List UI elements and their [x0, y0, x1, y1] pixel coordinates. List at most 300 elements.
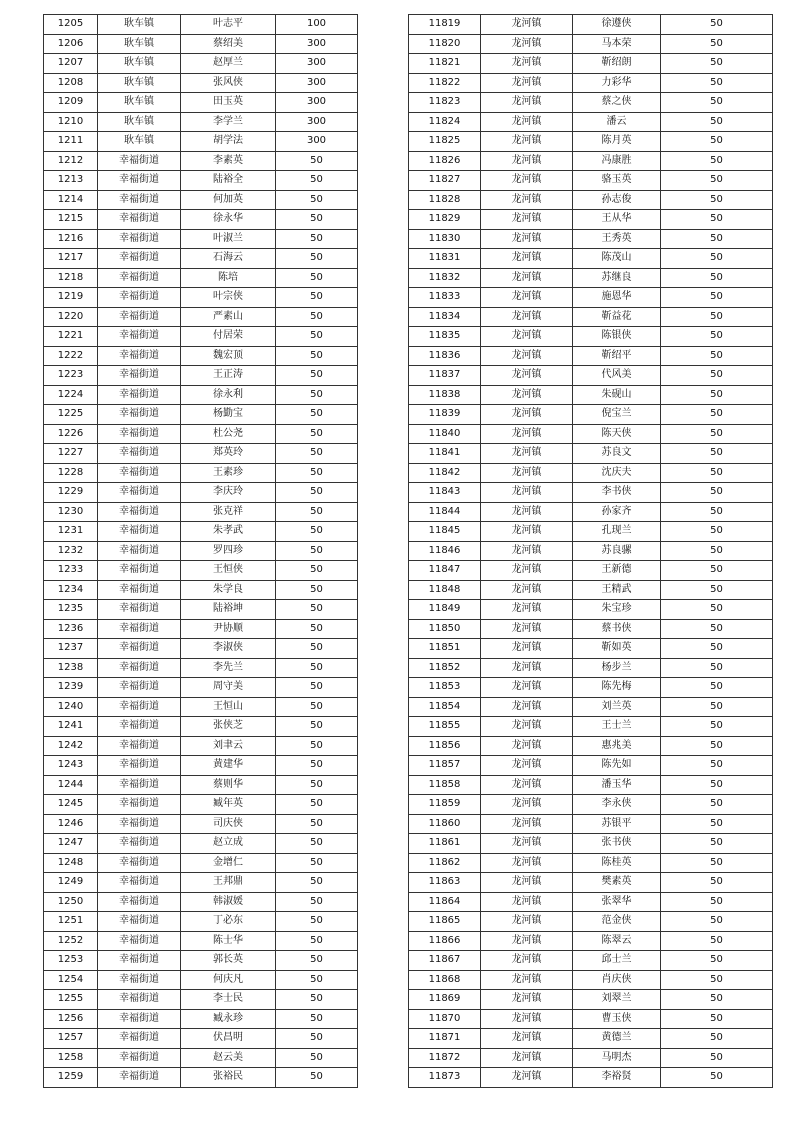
row-number-cell: 11850 — [409, 619, 481, 639]
township-cell: 幸福街道 — [98, 1068, 181, 1088]
table-row — [409, 210, 773, 230]
amount-cell: 50 — [661, 580, 773, 600]
amount-cell: 50 — [661, 34, 773, 54]
name-cell: 苏良文 — [573, 444, 661, 464]
township-cell: 龙河镇 — [481, 561, 573, 581]
name-cell: 马明杰 — [573, 1048, 661, 1068]
table-row — [409, 951, 773, 971]
row-number-cell: 11831 — [409, 249, 481, 269]
amount-cell: 50 — [661, 853, 773, 873]
township-cell: 龙河镇 — [481, 424, 573, 444]
table-row — [44, 561, 358, 581]
table-row — [409, 444, 773, 464]
township-cell: 幸福街道 — [98, 853, 181, 873]
row-number-cell: 1256 — [44, 1009, 98, 1029]
township-cell: 龙河镇 — [481, 73, 573, 93]
row-number-cell: 11835 — [409, 327, 481, 347]
table-row — [44, 970, 358, 990]
name-cell: 叶宗侠 — [181, 288, 276, 308]
name-cell: 丁必东 — [181, 912, 276, 932]
township-cell: 龙河镇 — [481, 639, 573, 659]
name-cell: 蔡书侠 — [573, 619, 661, 639]
amount-cell: 50 — [276, 853, 358, 873]
township-cell: 龙河镇 — [481, 132, 573, 152]
township-cell: 龙河镇 — [481, 249, 573, 269]
name-cell: 陈桂英 — [573, 853, 661, 873]
row-number-cell: 1222 — [44, 346, 98, 366]
township-cell: 龙河镇 — [481, 1029, 573, 1049]
name-cell: 臧年英 — [181, 795, 276, 815]
township-cell: 龙河镇 — [481, 756, 573, 776]
name-cell: 苏银平 — [573, 814, 661, 834]
amount-cell: 300 — [276, 34, 358, 54]
amount-cell: 50 — [276, 190, 358, 210]
row-number-cell: 11872 — [409, 1048, 481, 1068]
name-cell: 李书侠 — [573, 483, 661, 503]
row-number-cell: 1207 — [44, 54, 98, 74]
row-number-cell: 11834 — [409, 307, 481, 327]
township-cell: 龙河镇 — [481, 483, 573, 503]
row-number-cell: 1231 — [44, 522, 98, 542]
name-cell: 韩淑媛 — [181, 892, 276, 912]
name-cell: 潘玉华 — [573, 775, 661, 795]
name-cell: 朱孝武 — [181, 522, 276, 542]
township-cell: 耿车镇 — [98, 132, 181, 152]
table-row — [44, 678, 358, 698]
township-cell: 龙河镇 — [481, 970, 573, 990]
row-number-cell: 1242 — [44, 736, 98, 756]
name-cell: 蔡之侠 — [573, 93, 661, 113]
amount-cell: 50 — [276, 444, 358, 464]
row-number-cell: 11863 — [409, 873, 481, 893]
township-cell: 龙河镇 — [481, 1048, 573, 1068]
township-cell: 龙河镇 — [481, 873, 573, 893]
table-row — [409, 190, 773, 210]
name-cell: 陈翠云 — [573, 931, 661, 951]
table-row — [409, 1029, 773, 1049]
right-roster-body — [409, 15, 773, 1088]
amount-cell: 300 — [276, 112, 358, 132]
row-number-cell: 11854 — [409, 697, 481, 717]
township-cell: 幸福街道 — [98, 444, 181, 464]
table-row — [409, 717, 773, 737]
township-cell: 龙河镇 — [481, 951, 573, 971]
table-row — [409, 112, 773, 132]
name-cell: 王新德 — [573, 561, 661, 581]
table-row — [409, 1009, 773, 1029]
township-cell: 耿车镇 — [98, 54, 181, 74]
row-number-cell: 11855 — [409, 717, 481, 737]
name-cell: 何加英 — [181, 190, 276, 210]
name-cell: 臧永珍 — [181, 1009, 276, 1029]
table-row — [44, 346, 358, 366]
township-cell: 龙河镇 — [481, 795, 573, 815]
amount-cell: 50 — [276, 151, 358, 171]
township-cell: 龙河镇 — [481, 1068, 573, 1088]
name-cell: 李学兰 — [181, 112, 276, 132]
township-cell: 幸福街道 — [98, 639, 181, 659]
table-row — [409, 561, 773, 581]
township-cell: 龙河镇 — [481, 151, 573, 171]
amount-cell: 50 — [661, 444, 773, 464]
amount-cell: 50 — [276, 697, 358, 717]
table-row — [44, 717, 358, 737]
amount-cell: 50 — [661, 171, 773, 191]
township-cell: 幸福街道 — [98, 873, 181, 893]
township-cell: 幸福街道 — [98, 1009, 181, 1029]
row-number-cell: 1257 — [44, 1029, 98, 1049]
township-cell: 龙河镇 — [481, 600, 573, 620]
township-cell: 幸福街道 — [98, 327, 181, 347]
row-number-cell: 11848 — [409, 580, 481, 600]
table-row — [44, 736, 358, 756]
row-number-cell: 11824 — [409, 112, 481, 132]
table-row — [409, 834, 773, 854]
name-cell: 孙志俊 — [573, 190, 661, 210]
amount-cell: 50 — [276, 307, 358, 327]
row-number-cell: 11837 — [409, 366, 481, 386]
row-number-cell: 11861 — [409, 834, 481, 854]
name-cell: 杜公尧 — [181, 424, 276, 444]
township-cell: 龙河镇 — [481, 54, 573, 74]
township-cell: 幸福街道 — [98, 229, 181, 249]
township-cell: 幸福街道 — [98, 736, 181, 756]
table-row — [409, 132, 773, 152]
township-cell: 龙河镇 — [481, 229, 573, 249]
township-cell: 龙河镇 — [481, 658, 573, 678]
row-number-cell: 1214 — [44, 190, 98, 210]
amount-cell: 50 — [276, 288, 358, 308]
row-number-cell: 11847 — [409, 561, 481, 581]
name-cell: 伏昌明 — [181, 1029, 276, 1049]
township-cell: 龙河镇 — [481, 1009, 573, 1029]
amount-cell: 50 — [661, 736, 773, 756]
table-row — [409, 639, 773, 659]
amount-cell: 50 — [661, 756, 773, 776]
name-cell: 陈月英 — [573, 132, 661, 152]
row-number-cell: 1225 — [44, 405, 98, 425]
name-cell: 苏良骡 — [573, 541, 661, 561]
row-number-cell: 11830 — [409, 229, 481, 249]
township-cell: 幸福街道 — [98, 502, 181, 522]
row-number-cell: 1236 — [44, 619, 98, 639]
name-cell: 付居荣 — [181, 327, 276, 347]
table-row — [409, 736, 773, 756]
row-number-cell: 11869 — [409, 990, 481, 1010]
name-cell: 王素珍 — [181, 463, 276, 483]
table-row — [44, 73, 358, 93]
name-cell: 赵厚兰 — [181, 54, 276, 74]
row-number-cell: 1208 — [44, 73, 98, 93]
table-row — [409, 463, 773, 483]
table-row — [409, 756, 773, 776]
table-row — [44, 229, 358, 249]
township-cell: 龙河镇 — [481, 522, 573, 542]
amount-cell: 50 — [661, 658, 773, 678]
township-cell: 龙河镇 — [481, 346, 573, 366]
township-cell: 龙河镇 — [481, 288, 573, 308]
name-cell: 倪宝兰 — [573, 405, 661, 425]
township-cell: 幸福街道 — [98, 990, 181, 1010]
row-number-cell: 1253 — [44, 951, 98, 971]
name-cell: 靳绍朗 — [573, 54, 661, 74]
amount-cell: 50 — [661, 951, 773, 971]
township-cell: 龙河镇 — [481, 834, 573, 854]
table-row — [409, 892, 773, 912]
table-row — [409, 814, 773, 834]
name-cell: 王恒山 — [181, 697, 276, 717]
township-cell: 龙河镇 — [481, 327, 573, 347]
table-row — [44, 1009, 358, 1029]
table-row — [44, 775, 358, 795]
township-cell: 幸福街道 — [98, 658, 181, 678]
table-row — [44, 502, 358, 522]
amount-cell: 300 — [276, 73, 358, 93]
name-cell: 司庆侠 — [181, 814, 276, 834]
township-cell: 龙河镇 — [481, 444, 573, 464]
amount-cell: 50 — [276, 522, 358, 542]
row-number-cell: 11825 — [409, 132, 481, 152]
row-number-cell: 1205 — [44, 15, 98, 35]
amount-cell: 50 — [661, 405, 773, 425]
table-row — [409, 268, 773, 288]
table-row — [409, 34, 773, 54]
table-row — [409, 483, 773, 503]
name-cell: 陈先梅 — [573, 678, 661, 698]
name-cell: 王邦鼎 — [181, 873, 276, 893]
amount-cell: 50 — [661, 424, 773, 444]
table-row — [409, 15, 773, 35]
table-row — [409, 697, 773, 717]
township-cell: 龙河镇 — [481, 678, 573, 698]
row-number-cell: 11833 — [409, 288, 481, 308]
amount-cell: 50 — [661, 892, 773, 912]
amount-cell: 300 — [276, 132, 358, 152]
amount-cell: 50 — [661, 931, 773, 951]
table-row — [409, 873, 773, 893]
amount-cell: 50 — [661, 775, 773, 795]
name-cell: 陈士华 — [181, 931, 276, 951]
township-cell: 龙河镇 — [481, 814, 573, 834]
amount-cell: 50 — [661, 463, 773, 483]
row-number-cell: 1223 — [44, 366, 98, 386]
row-number-cell: 11857 — [409, 756, 481, 776]
amount-cell: 50 — [276, 658, 358, 678]
amount-cell: 50 — [661, 717, 773, 737]
name-cell: 肖庆侠 — [573, 970, 661, 990]
table-row — [44, 814, 358, 834]
row-number-cell: 1220 — [44, 307, 98, 327]
name-cell: 张侠芝 — [181, 717, 276, 737]
township-cell: 幸福街道 — [98, 171, 181, 191]
amount-cell: 50 — [661, 385, 773, 405]
township-cell: 龙河镇 — [481, 990, 573, 1010]
name-cell: 朱砚山 — [573, 385, 661, 405]
township-cell: 幸福街道 — [98, 541, 181, 561]
township-cell: 幸福街道 — [98, 366, 181, 386]
table-row — [409, 346, 773, 366]
row-number-cell: 1219 — [44, 288, 98, 308]
table-row — [44, 424, 358, 444]
township-cell: 耿车镇 — [98, 93, 181, 113]
township-cell: 耿车镇 — [98, 112, 181, 132]
township-cell: 龙河镇 — [481, 502, 573, 522]
township-cell: 幸福街道 — [98, 190, 181, 210]
amount-cell: 50 — [661, 229, 773, 249]
name-cell: 孔现兰 — [573, 522, 661, 542]
row-number-cell: 1251 — [44, 912, 98, 932]
table-row — [44, 93, 358, 113]
township-cell: 龙河镇 — [481, 912, 573, 932]
row-number-cell: 1230 — [44, 502, 98, 522]
name-cell: 魏宏顶 — [181, 346, 276, 366]
amount-cell: 50 — [661, 814, 773, 834]
table-row — [44, 132, 358, 152]
amount-cell: 50 — [661, 990, 773, 1010]
township-cell: 龙河镇 — [481, 717, 573, 737]
table-row — [44, 307, 358, 327]
table-row — [44, 54, 358, 74]
table-row — [44, 34, 358, 54]
name-cell: 樊素英 — [573, 873, 661, 893]
name-cell: 陈银侠 — [573, 327, 661, 347]
amount-cell: 50 — [276, 385, 358, 405]
row-number-cell: 1206 — [44, 34, 98, 54]
table-row — [44, 112, 358, 132]
row-number-cell: 1250 — [44, 892, 98, 912]
amount-cell: 50 — [661, 873, 773, 893]
amount-cell: 50 — [661, 307, 773, 327]
table-row — [44, 931, 358, 951]
row-number-cell: 1240 — [44, 697, 98, 717]
table-row — [44, 210, 358, 230]
township-cell: 幸福街道 — [98, 912, 181, 932]
township-cell: 幸福街道 — [98, 678, 181, 698]
row-number-cell: 11839 — [409, 405, 481, 425]
name-cell: 罗四珍 — [181, 541, 276, 561]
amount-cell: 50 — [661, 268, 773, 288]
row-number-cell: 11851 — [409, 639, 481, 659]
row-number-cell: 11844 — [409, 502, 481, 522]
name-cell: 力彩华 — [573, 73, 661, 93]
name-cell: 张书侠 — [573, 834, 661, 854]
table-row — [44, 249, 358, 269]
amount-cell: 50 — [661, 619, 773, 639]
amount-cell: 50 — [661, 73, 773, 93]
row-number-cell: 11871 — [409, 1029, 481, 1049]
amount-cell: 50 — [661, 1009, 773, 1029]
amount-cell: 50 — [276, 951, 358, 971]
amount-cell: 50 — [276, 814, 358, 834]
row-number-cell: 1233 — [44, 561, 98, 581]
row-number-cell: 11840 — [409, 424, 481, 444]
row-number-cell: 11843 — [409, 483, 481, 503]
table-row — [409, 385, 773, 405]
amount-cell: 50 — [661, 15, 773, 35]
township-cell: 龙河镇 — [481, 775, 573, 795]
amount-cell: 50 — [661, 288, 773, 308]
row-number-cell: 1258 — [44, 1048, 98, 1068]
township-cell: 幸福街道 — [98, 717, 181, 737]
township-cell: 幸福街道 — [98, 268, 181, 288]
table-row — [409, 229, 773, 249]
township-cell: 幸福街道 — [98, 1029, 181, 1049]
row-number-cell: 11873 — [409, 1068, 481, 1088]
name-cell: 陆裕全 — [181, 171, 276, 191]
amount-cell: 50 — [276, 600, 358, 620]
row-number-cell: 1209 — [44, 93, 98, 113]
township-cell: 龙河镇 — [481, 736, 573, 756]
table-row — [409, 912, 773, 932]
table-row — [44, 444, 358, 464]
name-cell: 范金侠 — [573, 912, 661, 932]
table-row — [409, 990, 773, 1010]
row-number-cell: 11832 — [409, 268, 481, 288]
township-cell: 幸福街道 — [98, 697, 181, 717]
township-cell: 幸福街道 — [98, 522, 181, 542]
table-row — [409, 93, 773, 113]
row-number-cell: 11845 — [409, 522, 481, 542]
name-cell: 邱士兰 — [573, 951, 661, 971]
table-row — [409, 580, 773, 600]
row-number-cell: 1215 — [44, 210, 98, 230]
table-row — [409, 853, 773, 873]
row-number-cell: 11853 — [409, 678, 481, 698]
amount-cell: 50 — [276, 229, 358, 249]
name-cell: 骆玉英 — [573, 171, 661, 191]
township-cell: 幸福街道 — [98, 834, 181, 854]
row-number-cell: 11836 — [409, 346, 481, 366]
table-row — [409, 600, 773, 620]
amount-cell: 50 — [661, 795, 773, 815]
township-cell: 龙河镇 — [481, 34, 573, 54]
row-number-cell: 11828 — [409, 190, 481, 210]
township-cell: 幸福街道 — [98, 463, 181, 483]
name-cell: 李永侠 — [573, 795, 661, 815]
row-number-cell: 1246 — [44, 814, 98, 834]
amount-cell: 50 — [276, 873, 358, 893]
table-row — [44, 190, 358, 210]
township-cell: 龙河镇 — [481, 15, 573, 35]
row-number-cell: 11846 — [409, 541, 481, 561]
table-row — [409, 658, 773, 678]
table-row — [44, 639, 358, 659]
name-cell: 朱宝珍 — [573, 600, 661, 620]
row-number-cell: 11842 — [409, 463, 481, 483]
township-cell: 龙河镇 — [481, 697, 573, 717]
township-cell: 幸福街道 — [98, 385, 181, 405]
amount-cell: 50 — [661, 678, 773, 698]
right-roster-table — [408, 14, 773, 1088]
name-cell: 蔡则华 — [181, 775, 276, 795]
table-row — [44, 463, 358, 483]
amount-cell: 50 — [276, 639, 358, 659]
table-row — [44, 151, 358, 171]
township-cell: 幸福街道 — [98, 249, 181, 269]
amount-cell: 50 — [276, 1029, 358, 1049]
name-cell: 黄建华 — [181, 756, 276, 776]
name-cell: 李士民 — [181, 990, 276, 1010]
township-cell: 龙河镇 — [481, 112, 573, 132]
name-cell: 孙家齐 — [573, 502, 661, 522]
table-row — [44, 541, 358, 561]
township-cell: 幸福街道 — [98, 814, 181, 834]
row-number-cell: 1254 — [44, 970, 98, 990]
table-row — [409, 249, 773, 269]
table-row — [409, 73, 773, 93]
table-row — [44, 483, 358, 503]
township-cell: 龙河镇 — [481, 619, 573, 639]
